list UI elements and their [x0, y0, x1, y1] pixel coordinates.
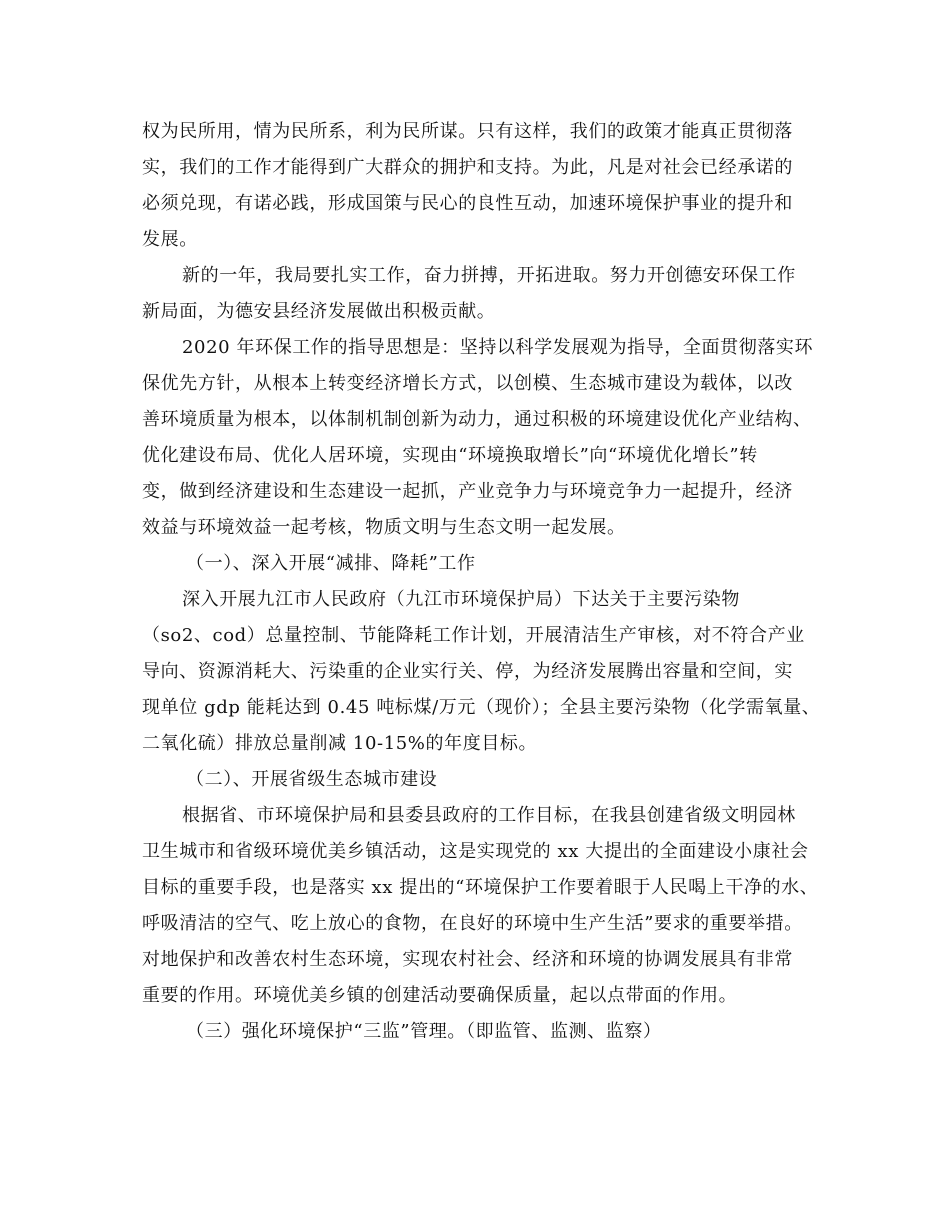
text-line: 新局面，为德安县经济发展做出积极贡献。 — [142, 301, 496, 322]
text-line: 发展。 — [142, 229, 198, 250]
text-line: 实，我们的工作才能得到广大群众的拥护和支持。为此，凡是对社会已经承诺的 — [142, 157, 793, 178]
text-line: 导向、资源消耗大、污染重的企业实行关、停，为经济发展腾出容量和空间，实 — [142, 661, 793, 682]
text-line: 新的一年，我局要扎实工作，奋力拼搏，开拓进取。努力开创德安环保工作 — [182, 265, 796, 286]
text-line: 卫生城市和省级环境优美乡镇活动，这是实现党的 xx 大提出的全面建设小康社会 — [142, 841, 809, 862]
section-heading: （三）强化环境保护“三监”管理。（即监管、监测、监察） — [186, 1021, 662, 1042]
text-line: 变，做到经济建设和生态建设一起抓，产业竞争力与环境竞争力一起提升，经济 — [142, 481, 793, 502]
text-line: 保优先方针，从根本上转变经济增长方式，以创模、生态城市建设为载体，以改 — [142, 373, 793, 394]
text-line: 现单位 gdp 能耗达到 0.45 吨标煤/万元（现价）；全县主要污染物（化学需氧量、 — [142, 697, 821, 718]
text-line: 对地保护和改善农村生态环境，实现农村社会、经济和环境的协调发展具有非常 — [142, 949, 793, 970]
text-line: 深入开展九江市人民政府（九江市环境保护局）下达关于主要污染物 — [182, 589, 740, 610]
text-line: 二氧化硫）排放总量削减 10-15%的年度目标。 — [142, 733, 538, 754]
text-line: 重要的作用。环境优美乡镇的创建活动要确保质量，起以点带面的作用。 — [142, 985, 738, 1006]
section-heading: （一）、深入开展“减排、降耗”工作 — [186, 553, 476, 574]
text-line: 必须兑现，有诺必践，形成国策与民心的良性互动，加速环境保护事业的提升和 — [142, 193, 793, 214]
text-line: 善环境质量为根本，以体制机制创新为动力，通过积极的环境建设优化产业结构、 — [142, 409, 812, 430]
section-heading: （二）、开展省级生态城市建设 — [186, 769, 438, 790]
text-line: 效益与环境效益一起考核，物质文明与生态文明一起发展。 — [142, 517, 626, 538]
text-line: 呼吸清洁的空气、吃上放心的食物，在良好的环境中生产生活”要求的重要举措。 — [142, 913, 803, 934]
text-line: 根据省、市环境保护局和县委县政府的工作目标，在我县创建省级文明园林 — [182, 805, 796, 826]
text-line: 2020 年环保工作的指导思想是：坚持以科学发展观为指导，全面贯彻落实环 — [182, 337, 814, 358]
text-line: 目标的重要手段，也是落实 xx 提出的“环境保护工作要着眼于人民喝上干净的水、 — [142, 877, 819, 898]
text-line: 优化建设布局、优化人居环境，实现由“环境换取增长”向“环境优化增长”转 — [142, 445, 758, 466]
text-line: 权为民所用，情为民所系，利为民所谋。只有这样，我们的政策才能真正贯彻落 — [142, 121, 793, 142]
text-line: （so2、cod）总量控制、节能降耗工作计划，开展清洁生产审核，对不符合产业 — [142, 625, 805, 646]
